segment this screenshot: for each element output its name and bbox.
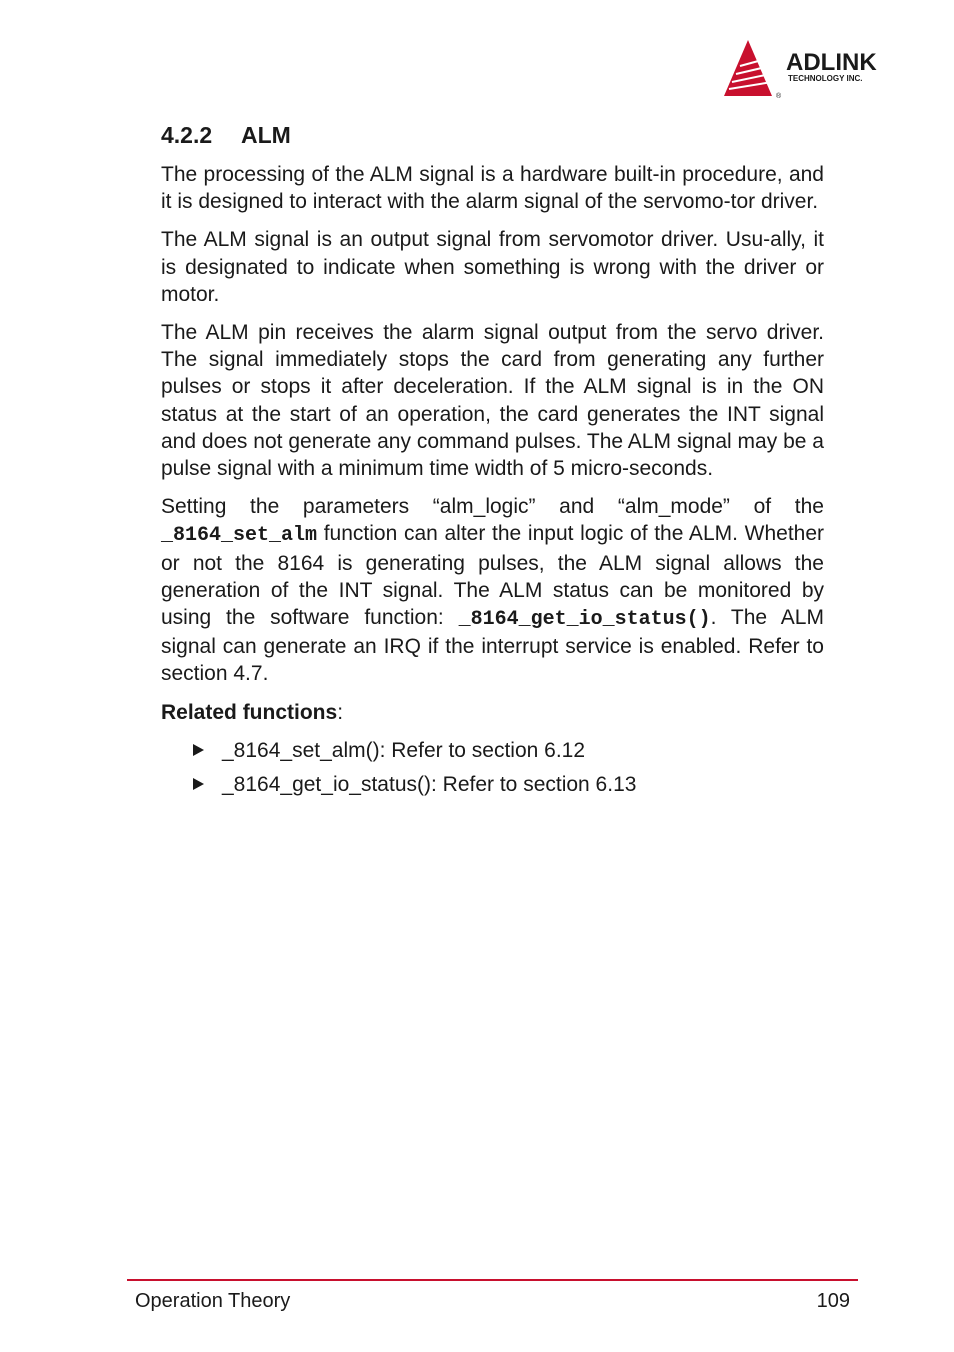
related-functions-heading	[161, 699, 824, 726]
list-item	[193, 737, 824, 764]
function-name-get-io-status: _8164_get_io_status()	[458, 608, 711, 632]
related-functions-list	[161, 737, 824, 798]
related-function-2: _8164_get_io_status(): Refer to section 6.13	[222, 772, 637, 796]
footer-chapter-title: Operation Theory	[135, 1290, 291, 1312]
triangle-bullet-icon	[193, 744, 204, 756]
section-heading	[161, 120, 824, 150]
paragraph-3: The ALM pin receives the alarm signal output from the servo driver. The signal immediately stops the card from generating any further pulses or stops it after deceleration. If the ALM signal is in the ON status at the start of an operation, the card generates the INT signal and does not generate any command pulses. The ALM signal may be a pulse signal with a minimum time width of 5 micro-seconds.	[161, 321, 824, 481]
section-number: 4.2.2	[161, 122, 213, 148]
page-content	[161, 120, 824, 805]
section-title: ALM	[241, 122, 291, 148]
brand-tagline: TECHNOLOGY INC.	[788, 74, 863, 83]
list-item	[193, 771, 824, 798]
footer-divider	[127, 1279, 858, 1281]
paragraph-4	[161, 493, 824, 687]
paragraph-4-text-2: function can alter the input logic of the ALM. Whether or not the 8164 is generating pulses, the ALM signal allows the generation of the INT signal. The ALM status can be monitored by using the software function:	[161, 522, 824, 630]
related-functions-colon: :	[337, 700, 344, 724]
related-functions-label: Related functions	[161, 700, 338, 724]
paragraph-2: The ALM signal is an output signal from servomotor driver. Usu-ally, it is designated to indicate when something is wrong with the driver or motor.	[161, 228, 824, 306]
registered-mark: ®	[776, 93, 782, 100]
paragraph-4-text-3: . The ALM signal can generate an IRQ if the interrupt service is enabled. Refer to section 4.7.	[161, 606, 824, 686]
function-name-set-alm: _8164_set_alm	[161, 524, 318, 548]
adlink-logo-graphic	[722, 38, 912, 100]
triangle-bullet-icon	[193, 778, 204, 790]
paragraph-1: The processing of the ALM signal is a hardware built-in procedure, and it is designed to interact with the alarm signal of the servomo-tor driver.	[161, 163, 824, 214]
adlink-logo	[722, 38, 912, 100]
related-function-1: _8164_set_alm(): Refer to section 6.12	[222, 738, 586, 762]
brand-name: ADLINK	[786, 49, 877, 76]
paragraph-4-text-1: Setting the parameters “alm_logic” and “alm_mode” of the	[161, 495, 824, 519]
page-number: 109	[816, 1290, 850, 1312]
